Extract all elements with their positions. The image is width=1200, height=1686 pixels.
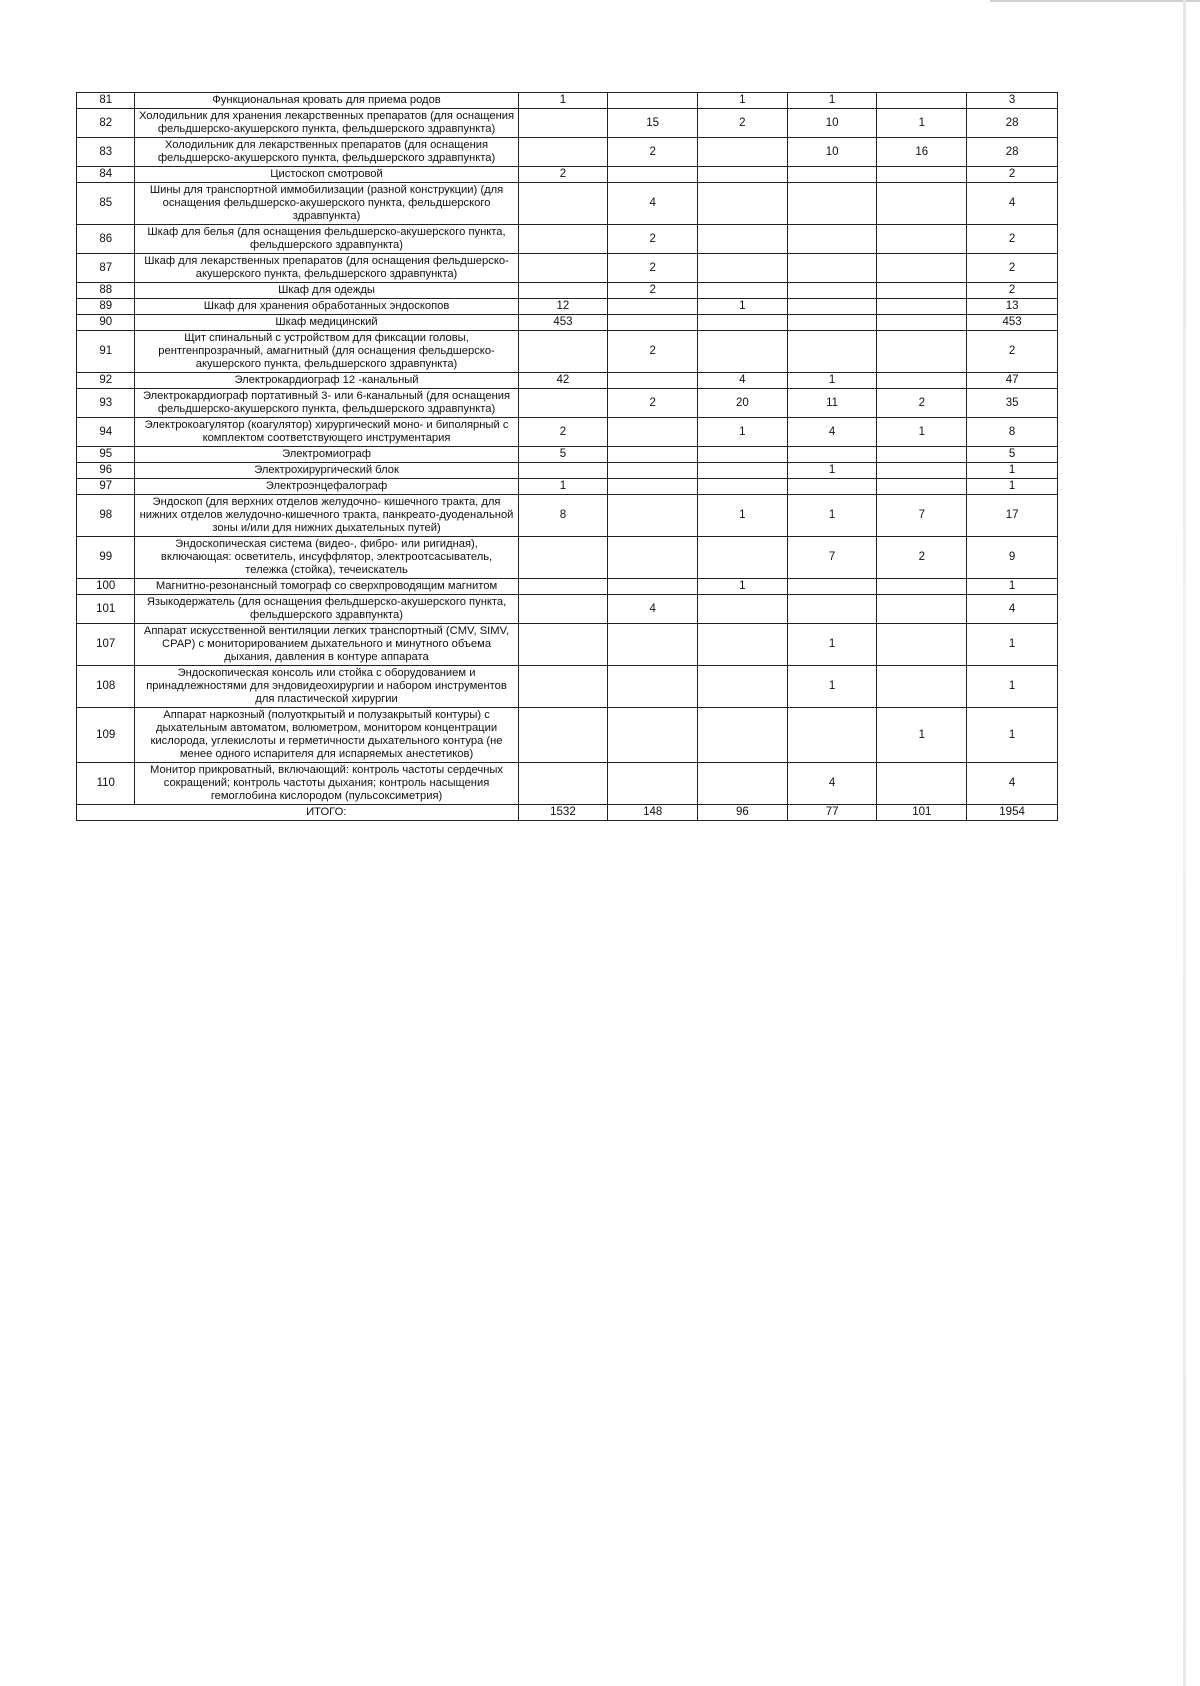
table-row — [77, 389, 1058, 418]
page-top-edge — [990, 0, 1200, 2]
table-row — [77, 373, 1058, 389]
quantity-cell: 16 — [877, 138, 967, 167]
quantity-cell — [518, 331, 608, 373]
row-number: 91 — [77, 331, 135, 373]
row-number: 88 — [77, 283, 135, 299]
quantity-cell: 3 — [967, 93, 1058, 109]
table-row — [77, 167, 1058, 183]
row-number: 101 — [77, 595, 135, 624]
total-value: 101 — [877, 805, 967, 821]
row-number: 90 — [77, 315, 135, 331]
table-row — [77, 479, 1058, 495]
quantity-cell — [608, 463, 698, 479]
quantity-cell — [608, 373, 698, 389]
quantity-cell — [877, 579, 967, 595]
quantity-cell — [787, 708, 877, 763]
equipment-name: Аппарат искусственной вентиляции легких транспортный (CMV, SIMV, CPAP) с мониторированием дыхательного и минутного объема дыхания, давления в контуре аппарата — [135, 624, 518, 666]
quantity-cell: 12 — [518, 299, 608, 315]
quantity-cell — [518, 763, 608, 805]
table-row — [77, 624, 1058, 666]
quantity-cell: 2 — [608, 254, 698, 283]
quantity-cell: 7 — [877, 495, 967, 537]
total-value: 96 — [698, 805, 788, 821]
quantity-cell — [518, 183, 608, 225]
quantity-cell: 1 — [967, 479, 1058, 495]
quantity-cell: 1 — [787, 495, 877, 537]
equipment-name: Шкаф для лекарственных препаратов (для оснащения фельдшерско-акушерского пункта, фельдшерского здравпункта) — [135, 254, 518, 283]
table-row — [77, 299, 1058, 315]
row-number: 84 — [77, 167, 135, 183]
quantity-cell — [877, 315, 967, 331]
table-row — [77, 93, 1058, 109]
row-number: 109 — [77, 708, 135, 763]
quantity-cell: 5 — [967, 447, 1058, 463]
row-number: 81 — [77, 93, 135, 109]
equipment-name: Магнитно-резонансный томограф со сверхпроводящим магнитом — [135, 579, 518, 595]
row-number: 85 — [77, 183, 135, 225]
quantity-cell — [518, 666, 608, 708]
quantity-cell — [518, 537, 608, 579]
quantity-cell: 2 — [967, 331, 1058, 373]
equipment-name: Эндоскопическая система (видео-, фибро- или ригидная), включающая: осветитель, инсуффлятор, электроотсасыватель, тележка (стойка), течеискатель — [135, 537, 518, 579]
quantity-cell: 1 — [698, 299, 788, 315]
quantity-cell — [877, 463, 967, 479]
quantity-cell: 2 — [608, 331, 698, 373]
quantity-cell: 4 — [787, 763, 877, 805]
quantity-cell: 1 — [877, 109, 967, 138]
quantity-cell: 4 — [787, 418, 877, 447]
equipment-name: Электромиограф — [135, 447, 518, 463]
document-sheet — [76, 92, 1058, 821]
quantity-cell: 2 — [877, 389, 967, 418]
quantity-cell — [787, 579, 877, 595]
table-row — [77, 138, 1058, 167]
equipment-name: Шкаф для белья (для оснащения фельдшерско-акушерского пункта, фельдшерского здравпункта) — [135, 225, 518, 254]
quantity-cell — [518, 225, 608, 254]
quantity-cell: 10 — [787, 109, 877, 138]
total-value: 1954 — [967, 805, 1058, 821]
quantity-cell — [877, 254, 967, 283]
quantity-cell — [877, 299, 967, 315]
quantity-cell: 7 — [787, 537, 877, 579]
quantity-cell — [608, 763, 698, 805]
equipment-name: Монитор прикроватный, включающий: контроль частоты сердечных сокращений; контроль частоты дыхания; контроль насыщения гемоглобина кислородом (пульсоксиметрия) — [135, 763, 518, 805]
quantity-cell — [787, 595, 877, 624]
quantity-cell — [518, 389, 608, 418]
row-number: 86 — [77, 225, 135, 254]
quantity-cell — [877, 283, 967, 299]
quantity-cell — [698, 447, 788, 463]
quantity-cell — [787, 283, 877, 299]
row-number: 110 — [77, 763, 135, 805]
quantity-cell: 1 — [967, 708, 1058, 763]
quantity-cell — [698, 463, 788, 479]
quantity-cell — [787, 447, 877, 463]
row-number: 83 — [77, 138, 135, 167]
equipment-name: Щит спинальный с устройством для фиксации головы, рентгенпрозрачный, амагнитный (для оснащения фельдшерско-акушерского пункта, фельдшерского здравпункта) — [135, 331, 518, 373]
quantity-cell — [608, 708, 698, 763]
total-section — [77, 805, 1058, 821]
quantity-cell: 1 — [698, 495, 788, 537]
quantity-cell — [608, 537, 698, 579]
row-number: 108 — [77, 666, 135, 708]
quantity-cell: 1 — [698, 418, 788, 447]
quantity-cell: 4 — [698, 373, 788, 389]
quantity-cell — [698, 283, 788, 299]
quantity-cell — [877, 373, 967, 389]
row-number: 97 — [77, 479, 135, 495]
quantity-cell — [787, 315, 877, 331]
quantity-cell — [518, 624, 608, 666]
total-value: 1532 — [518, 805, 608, 821]
quantity-cell: 4 — [967, 595, 1058, 624]
quantity-cell — [698, 479, 788, 495]
quantity-cell — [877, 167, 967, 183]
quantity-cell: 8 — [518, 495, 608, 537]
quantity-cell: 453 — [967, 315, 1058, 331]
quantity-cell: 13 — [967, 299, 1058, 315]
quantity-cell: 1 — [967, 624, 1058, 666]
row-number: 87 — [77, 254, 135, 283]
quantity-cell: 1 — [967, 463, 1058, 479]
quantity-cell: 1 — [967, 666, 1058, 708]
equipment-table — [76, 92, 1058, 821]
quantity-cell — [787, 331, 877, 373]
row-number: 94 — [77, 418, 135, 447]
quantity-cell — [787, 167, 877, 183]
equipment-name: Электроэнцефалограф — [135, 479, 518, 495]
quantity-cell: 4 — [967, 763, 1058, 805]
row-number: 100 — [77, 579, 135, 595]
quantity-cell — [518, 283, 608, 299]
quantity-cell — [698, 315, 788, 331]
quantity-cell: 9 — [967, 537, 1058, 579]
quantity-cell — [518, 463, 608, 479]
quantity-cell: 2 — [967, 254, 1058, 283]
quantity-cell: 28 — [967, 138, 1058, 167]
table-row — [77, 183, 1058, 225]
quantity-cell — [698, 138, 788, 167]
table-row — [77, 495, 1058, 537]
quantity-cell — [698, 183, 788, 225]
table-row — [77, 708, 1058, 763]
quantity-cell — [608, 624, 698, 666]
quantity-cell: 47 — [967, 373, 1058, 389]
quantity-cell: 2 — [608, 283, 698, 299]
quantity-cell: 5 — [518, 447, 608, 463]
quantity-cell: 2 — [967, 167, 1058, 183]
quantity-cell — [698, 537, 788, 579]
table-row — [77, 109, 1058, 138]
quantity-cell: 2 — [967, 225, 1058, 254]
table-row — [77, 331, 1058, 373]
equipment-name: Шины для транспортной иммобилизации (разной конструкции) (для оснащения фельдшерско-акушерского пункта, фельдшерского здравпункта) — [135, 183, 518, 225]
equipment-name: Функциональная кровать для приема родов — [135, 93, 518, 109]
quantity-cell: 1 — [518, 479, 608, 495]
quantity-cell — [608, 315, 698, 331]
quantity-cell: 17 — [967, 495, 1058, 537]
quantity-cell — [698, 666, 788, 708]
quantity-cell: 4 — [608, 595, 698, 624]
table-row — [77, 763, 1058, 805]
equipment-name: Цистоскоп смотровой — [135, 167, 518, 183]
equipment-name: Электрокоагулятор (коагулятор) хирургический моно- и биполярный с комплектом соответствующего инструментария — [135, 418, 518, 447]
quantity-cell: 453 — [518, 315, 608, 331]
quantity-cell: 2 — [518, 418, 608, 447]
quantity-cell — [518, 708, 608, 763]
quantity-cell — [608, 447, 698, 463]
equipment-name: Электрокардиограф портативный 3- или 6-канальный (для оснащения фельдшерско-акушерского пункта, фельдшерского здравпункта) — [135, 389, 518, 418]
row-number: 89 — [77, 299, 135, 315]
quantity-cell — [608, 666, 698, 708]
quantity-cell: 11 — [787, 389, 877, 418]
quantity-cell — [698, 763, 788, 805]
quantity-cell: 28 — [967, 109, 1058, 138]
quantity-cell: 2 — [518, 167, 608, 183]
table-row — [77, 283, 1058, 299]
quantity-cell — [518, 138, 608, 167]
quantity-cell — [608, 167, 698, 183]
total-value: 77 — [787, 805, 877, 821]
quantity-cell — [877, 447, 967, 463]
quantity-cell — [877, 595, 967, 624]
quantity-cell — [698, 331, 788, 373]
equipment-name: Языкодержатель (для оснащения фельдшерско-акушерского пункта, фельдшерского здравпункта) — [135, 595, 518, 624]
quantity-cell — [698, 708, 788, 763]
quantity-cell: 8 — [967, 418, 1058, 447]
quantity-cell — [518, 579, 608, 595]
table-row — [77, 595, 1058, 624]
quantity-cell — [608, 93, 698, 109]
quantity-cell: 1 — [877, 708, 967, 763]
table-row — [77, 418, 1058, 447]
total-row — [77, 805, 1058, 821]
table-row — [77, 537, 1058, 579]
quantity-cell: 20 — [698, 389, 788, 418]
quantity-cell — [698, 167, 788, 183]
quantity-cell: 2 — [608, 138, 698, 167]
quantity-cell: 1 — [787, 666, 877, 708]
quantity-cell — [518, 595, 608, 624]
quantity-cell: 2 — [877, 537, 967, 579]
quantity-cell — [877, 763, 967, 805]
row-number: 107 — [77, 624, 135, 666]
equipment-name: Холодильник для лекарственных препаратов (для оснащения фельдшерско-акушерского пункта, фельдшерского здравпункта) — [135, 138, 518, 167]
quantity-cell — [877, 225, 967, 254]
equipment-name: Шкаф медицинский — [135, 315, 518, 331]
row-number: 93 — [77, 389, 135, 418]
total-label: ИТОГО: — [135, 805, 518, 821]
quantity-cell — [518, 109, 608, 138]
row-number: 92 — [77, 373, 135, 389]
table-row — [77, 579, 1058, 595]
equipment-rows — [77, 93, 1058, 805]
equipment-name: Аппарат наркозный (полуоткрытый и полузакрытый контуры) с дыхательным автоматом, волюметром, монитором концентрации кислорода, углекислоты и герметичности дыхательного контура (не менее одного испарителя для испаряемых анестетиков) — [135, 708, 518, 763]
table-row — [77, 315, 1058, 331]
quantity-cell: 42 — [518, 373, 608, 389]
quantity-cell — [877, 479, 967, 495]
quantity-cell: 4 — [967, 183, 1058, 225]
total-value: 148 — [608, 805, 698, 821]
equipment-name: Шкаф для одежды — [135, 283, 518, 299]
row-number: 82 — [77, 109, 135, 138]
table-row — [77, 254, 1058, 283]
row-number: 99 — [77, 537, 135, 579]
quantity-cell — [877, 624, 967, 666]
quantity-cell — [608, 418, 698, 447]
quantity-cell: 1 — [787, 463, 877, 479]
table-row — [77, 666, 1058, 708]
quantity-cell: 2 — [698, 109, 788, 138]
quantity-cell: 35 — [967, 389, 1058, 418]
quantity-cell — [608, 299, 698, 315]
equipment-name: Эндоскоп (для верхних отделов желудочно- кишечного тракта, для нижних отделов желудочно-кишечного тракта, панкреато-дуоденальной зоны и/или для нижних дыхательных путей) — [135, 495, 518, 537]
quantity-cell: 1 — [877, 418, 967, 447]
quantity-cell: 1 — [967, 579, 1058, 595]
quantity-cell — [608, 479, 698, 495]
equipment-name: Шкаф для хранения обработанных эндоскопов — [135, 299, 518, 315]
quantity-cell: 1 — [518, 93, 608, 109]
quantity-cell: 1 — [698, 93, 788, 109]
quantity-cell — [698, 254, 788, 283]
quantity-cell — [787, 299, 877, 315]
quantity-cell — [877, 183, 967, 225]
quantity-cell: 10 — [787, 138, 877, 167]
quantity-cell — [518, 254, 608, 283]
quantity-cell — [787, 225, 877, 254]
quantity-cell — [787, 254, 877, 283]
quantity-cell: 1 — [698, 579, 788, 595]
quantity-cell: 15 — [608, 109, 698, 138]
quantity-cell — [877, 666, 967, 708]
quantity-cell: 1 — [787, 624, 877, 666]
row-number: 98 — [77, 495, 135, 537]
quantity-cell — [608, 495, 698, 537]
quantity-cell — [787, 479, 877, 495]
total-spacer — [77, 805, 135, 821]
quantity-cell: 2 — [608, 225, 698, 254]
quantity-cell — [698, 624, 788, 666]
quantity-cell: 2 — [608, 389, 698, 418]
table-row — [77, 225, 1058, 254]
quantity-cell — [698, 595, 788, 624]
quantity-cell — [608, 579, 698, 595]
quantity-cell: 1 — [787, 93, 877, 109]
quantity-cell: 4 — [608, 183, 698, 225]
quantity-cell — [877, 331, 967, 373]
equipment-name: Холодильник для хранения лекарственных препаратов (для оснащения фельдшерско-акушерского пункта, фельдшерского здравпункта) — [135, 109, 518, 138]
quantity-cell — [787, 183, 877, 225]
row-number: 96 — [77, 463, 135, 479]
equipment-name: Эндоскопическая консоль или стойка с оборудованием и принадлежностями для эндовидеохирургии и набором инструментов для пластической хирургии — [135, 666, 518, 708]
quantity-cell — [877, 93, 967, 109]
scanned-page-edge — [1183, 0, 1186, 1686]
quantity-cell — [698, 225, 788, 254]
equipment-name: Электрокардиограф 12 -канальный — [135, 373, 518, 389]
quantity-cell: 2 — [967, 283, 1058, 299]
row-number: 95 — [77, 447, 135, 463]
table-row — [77, 463, 1058, 479]
equipment-name: Электрохирургический блок — [135, 463, 518, 479]
quantity-cell: 1 — [787, 373, 877, 389]
table-row — [77, 447, 1058, 463]
